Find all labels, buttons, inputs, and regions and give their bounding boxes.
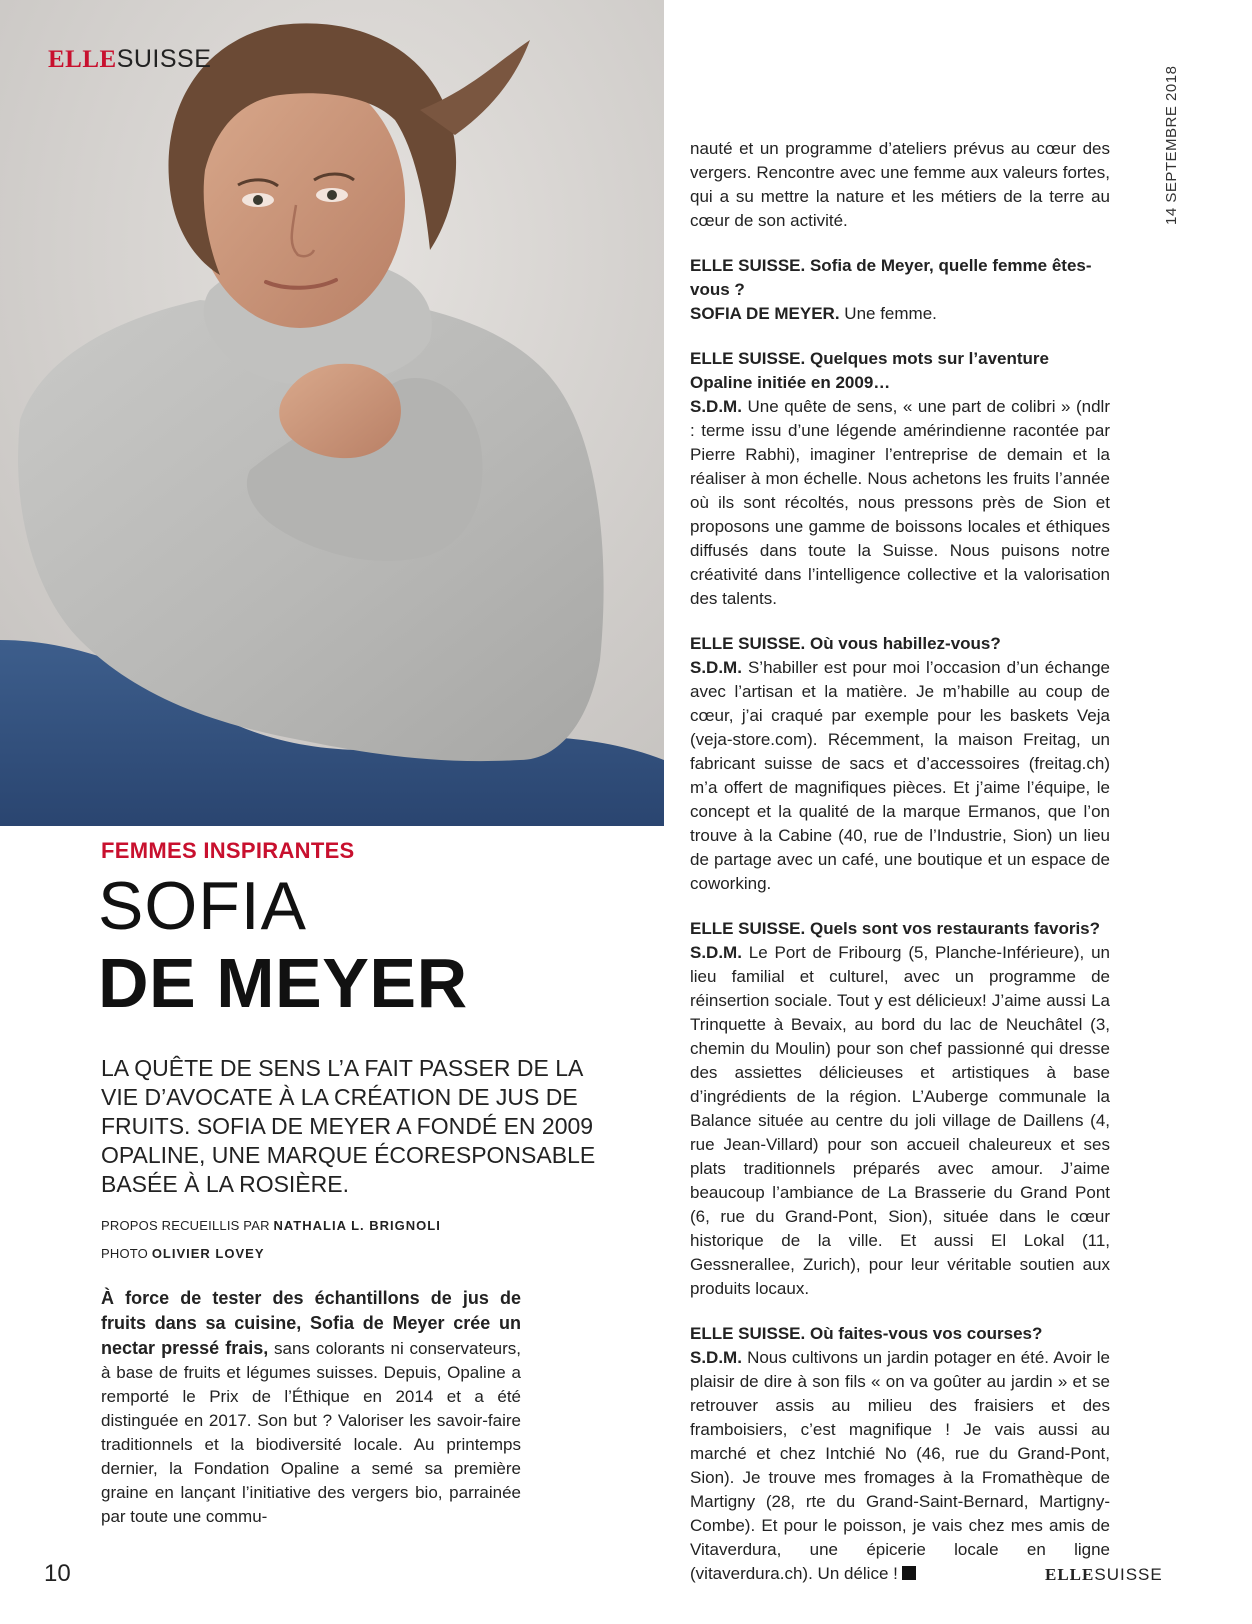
brand-elle: ELLE	[48, 46, 117, 73]
answer-1	[690, 302, 1110, 326]
question-5: ELLE SUISSE. Où faites-vous vos courses?	[690, 1324, 1043, 1343]
answer-3	[690, 656, 1110, 896]
answer-2	[690, 395, 1110, 611]
portrait-illustration	[0, 0, 664, 826]
answer-text: S’habiller est pour moi l’occasion d’un échange avec l’artisan et la matière. Je m’habille au coup de cœur, j’ai craqué par exemple pour les baskets Veja (veja-store.com). Récemment, la maison Freitag, un fabricant suisse de sacs et d’accessoires (freitag.ch) m’a offert de magnifiques pièces. Et j’aime l’équipe, le concept et la qualité de la marque Ermanos, que l’on trouve à la Cabine (40, rue de l’Industrie, Sion) un lieu de partage avec un café, une boutique et un espace de coworking.	[690, 658, 1110, 893]
brand-logo-bottom	[1045, 1565, 1163, 1585]
credit-text-label: PROPOS RECUEILLIS PAR	[101, 1218, 270, 1233]
credit-text	[101, 1218, 441, 1233]
section-kicker: FEMMES INSPIRANTES	[101, 838, 355, 863]
answer-text: Une quête de sens, « une part de colibri » (ndlr : terme issu d’une légende amérindienne racontée par Pierre Rabhi), imaginer l’entreprise de demain et la réaliser à mon échelle. Nous achetons les fruits l’année où ils sont récoltés, nous pressons près de Sion et proposons une gamme de boissons locales et éthiques diffusés dans toute la Suisse. Nous puisons notre créativité dans l’intelligence collective et la valorisation des talents.	[690, 397, 1110, 608]
footer-brand-suisse: SUISSE	[1094, 1565, 1163, 1584]
answer-label: S.D.M.	[690, 1348, 742, 1367]
interview-column	[690, 137, 1110, 1586]
intro-rest: sans colorants ni conservateurs, à base de fruits et légumes suisses. Depuis, Opaline a remporté le Prix de l’Éthique en 2014 et a été distinguée en 2017. Son but ? Valoriser les savoir-faire traditionnels et la biodiversité locale. Au printemps dernier, la Fondation Opaline a semé sa première graine en lançant l’initiative des vergers bio, parrainée par toute une commu-	[101, 1339, 522, 1526]
question-4: ELLE SUISSE. Quels sont vos restaurants favoris?	[690, 919, 1101, 938]
headline-first-name: SOFIA	[98, 868, 308, 944]
standfirst: LA QUÊTE DE SENS L’A FAIT PASSER DE LA VIE D’AVOCATE À LA CRÉATION DE JUS DE FRUITS. SOFIA DE MEYER A FONDÉ EN 2009 OPALINE, UNE MARQUE ÉCORESPONSABLE BASÉE À LA ROSIÈRE.	[101, 1055, 596, 1197]
issue-date: 14 SEPTEMBRE 2018	[1163, 65, 1180, 225]
credit-photo-name: OLIVIER LOVEY	[151, 1246, 265, 1261]
end-mark-icon	[902, 1566, 916, 1580]
answer-label: SOFIA DE MEYER.	[690, 304, 840, 323]
answer-label: S.D.M.	[690, 658, 742, 677]
answer-text: Une femme.	[839, 304, 937, 323]
answer-text: Nous cultivons un jardin potager en été. Avoir le plaisir de dire à son fils « on va goûter au jardin » et se retrouver assis au milieu des fraisiers et des framboisiers, c’est magnifique ! Je vais aussi au marché et chez Intchié No (46, rue du Grand-Pont, Sion). Je trouve mes fromages à la Fromathèque de Martigny (28, rte du Grand-Saint-Bernard, Martigny-Combe). Et pour le poisson, je vais chez mes amis de Vitaverdura, une épicerie locale en ligne (vitaverdura.ch). Un délice !	[690, 1348, 1110, 1583]
portrait-photo	[0, 0, 664, 826]
brand-logo-top	[48, 44, 211, 75]
credit-text-name: NATHALIA L. BRIGNOLI	[273, 1218, 441, 1233]
footer-brand-elle: ELLE	[1045, 1565, 1095, 1584]
question-2: ELLE SUISSE. Quelques mots sur l’aventure Opaline initiée en 2009…	[690, 349, 1049, 392]
question-3: ELLE SUISSE. Où vous habillez-vous?	[690, 634, 1001, 653]
brand-suisse: SUISSE	[116, 45, 212, 73]
credit-photo-label: PHOTO	[101, 1246, 148, 1261]
answer-4	[690, 941, 1110, 1301]
answer-5	[690, 1346, 1110, 1586]
answer-label: S.D.M.	[690, 943, 742, 962]
credit-photo	[101, 1246, 265, 1261]
answer-text: Le Port de Fribourg (5, Planche-Inférieure), un lieu familial et culturel, avec un programme de réinsertion sociale. Tout y est délicieux! J’aime aussi La Trinquette à Bevaix, au bord du lac de Neuchâtel (3, chemin du Moulin) pour son chef passionné qui dresse des assiettes délicieuses et artistiques à base d’ingrédients de la région. L’Auberge communale la Balance située au centre du joli village de Daillens (4, rue Jean-Villard) pour son accueil chaleureux et ses plats traditionnels préparés avec amour. J’aime beaucoup l’ambiance de La Brasserie du Grand Pont (6, rue du Grand-Pont, Sion), située dans le cœur historique de la ville. Et aussi El Lokal (11, Gessnerallee, Zurich), pour leur véritable soutien aux produits locaux.	[690, 943, 1110, 1298]
intro-continued: nauté et un programme d’ateliers prévus au cœur des vergers. Rencontre avec une femme aux valeurs fortes, qui a su mettre la nature et les métiers de la terre au cœur de son activité.	[690, 139, 1110, 230]
question-1: ELLE SUISSE. Sofia de Meyer, quelle femme êtes-vous ?	[690, 256, 1092, 299]
page-number: 10	[44, 1560, 71, 1587]
headline-last-name: DE MEYER	[98, 944, 468, 1022]
answer-label: S.D.M.	[690, 397, 742, 416]
intro-paragraph	[101, 1286, 521, 1529]
intro-bold: À force de tester des échantillons de jus de fruits dans sa cuisine, Sofia de Meyer crée un nectar pressé frais,	[101, 1288, 521, 1358]
